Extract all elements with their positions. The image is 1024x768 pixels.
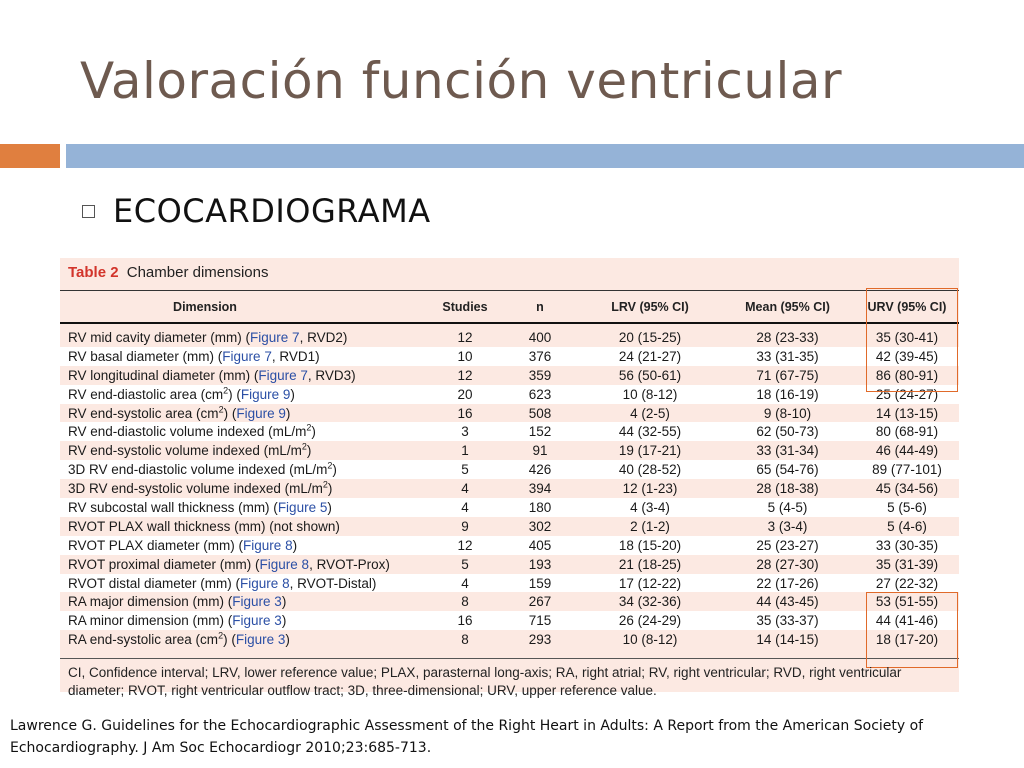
- highlight-box-rv: [866, 288, 958, 392]
- dimension-link: Figure 9: [236, 405, 286, 421]
- dimension-mid: ) (: [228, 386, 241, 402]
- dimension-tail: , RVD1): [271, 348, 320, 364]
- cell-n: 400: [528, 329, 552, 345]
- cell-lrv: 18 (15-20): [618, 537, 682, 553]
- cell-n: 293: [528, 632, 552, 648]
- dimension-tail: ): [285, 632, 290, 648]
- cell-dimension: [60, 443, 430, 458]
- cell-mean: 18 (16-19): [756, 386, 819, 402]
- table-row: [60, 441, 959, 460]
- cell-mean: 9 (8-10): [763, 405, 812, 421]
- dimension-mid: ) (: [223, 632, 236, 648]
- cell-n: 394: [528, 481, 552, 497]
- table-body: [60, 328, 959, 649]
- cell-dimension: [60, 368, 430, 383]
- table-row: [60, 347, 959, 366]
- cell-urv: 46 (44-49): [875, 443, 939, 459]
- table-header-rule: [60, 322, 959, 324]
- cell-studies: 5: [461, 556, 469, 572]
- cell-studies: 3: [461, 424, 469, 440]
- table-row: [60, 630, 959, 649]
- citation: [10, 715, 1010, 759]
- cell-mean: 14 (14-15): [756, 632, 819, 648]
- dimension-link: Figure 9: [240, 386, 291, 402]
- cell-n: 623: [528, 386, 552, 402]
- dimension-main: RV end-systolic area (cm: [68, 405, 219, 421]
- dimension-main: RV subcostal wall thickness (mm) (: [68, 499, 278, 515]
- table-header-row: [60, 291, 959, 322]
- dimension-tail: , RVD3): [307, 367, 356, 383]
- dimension-sup: 2: [327, 462, 333, 471]
- bullet-text: ECOCARDIOGRAMA: [113, 192, 431, 230]
- table-row: [60, 479, 959, 498]
- dimension-sup: 2: [218, 405, 224, 414]
- title-underline-bar: [66, 144, 1024, 168]
- cell-urv: 35 (30-41): [875, 329, 939, 345]
- table-row: [60, 498, 959, 517]
- dimension-main: RVOT distal diameter (mm) (: [68, 575, 241, 591]
- header-lrv: LRV (95% CI): [611, 299, 689, 314]
- dimension-main: RVOT PLAX wall thickness (mm) (not shown): [68, 518, 340, 534]
- dimension-sup: 2: [301, 443, 307, 452]
- cell-studies: 12: [457, 367, 473, 383]
- cell-studies: 10: [457, 348, 473, 364]
- table-row: [60, 460, 959, 479]
- table-row: [60, 328, 959, 347]
- cell-n: 359: [528, 367, 552, 383]
- dimension-tail: ): [306, 443, 312, 459]
- cell-studies: 1: [461, 443, 469, 459]
- header-studies: Studies: [442, 299, 488, 314]
- cell-mean: 33 (31-35): [756, 348, 819, 364]
- dimension-link: Figure 7: [258, 367, 308, 383]
- cell-urv: 35 (31-39): [875, 556, 939, 572]
- cell-studies: 8: [461, 632, 469, 648]
- cell-mean: 65 (54-76): [756, 462, 819, 478]
- table-row: [60, 536, 959, 555]
- cell-n: 91: [532, 443, 548, 459]
- cell-n: 267: [528, 594, 552, 610]
- cell-mean: 22 (17-26): [756, 575, 819, 591]
- cell-lrv: 26 (24-29): [618, 613, 682, 629]
- cell-n: 180: [528, 499, 552, 515]
- dimension-tail: ): [311, 424, 316, 440]
- cell-dimension: [60, 406, 430, 421]
- cell-lrv: 4 (2-5): [630, 405, 670, 421]
- cell-studies: 8: [461, 594, 469, 610]
- citation-line-2: Echocardiography. J Am Soc Echocardiogr 2010;23:685-713.: [10, 740, 432, 756]
- dimension-main: 3D RV end-systolic volume indexed (mL/m: [68, 481, 323, 497]
- cell-mean: 62 (50-73): [756, 424, 819, 440]
- cell-n: 715: [528, 613, 552, 629]
- cell-lrv: 34 (32-36): [618, 594, 682, 610]
- dimension-sup: 2: [306, 424, 312, 433]
- cell-dimension: [60, 500, 430, 515]
- dimension-tail: , RVOT-Prox): [309, 556, 390, 572]
- dimension-main: RA end-systolic area (cm: [68, 632, 219, 648]
- cell-urv: 14 (13-15): [875, 405, 939, 421]
- cell-n: 405: [528, 537, 552, 553]
- dimension-link: Figure 8: [259, 556, 310, 572]
- dimension-tail: ): [327, 499, 332, 515]
- cell-urv: 18 (17-20): [875, 632, 939, 648]
- cell-dimension: [60, 594, 430, 609]
- cell-mean: 25 (23-27): [756, 537, 819, 553]
- cell-dimension: [60, 538, 430, 553]
- bullet-item: [82, 192, 431, 230]
- cell-mean: 3 (3-4): [767, 518, 808, 534]
- dimension-sup: 2: [322, 481, 328, 490]
- cell-studies: 5: [461, 462, 469, 478]
- dimension-tail: , RVOT-Distal): [289, 575, 377, 591]
- table-caption: [68, 264, 268, 281]
- header-urv: URV (95% CI): [867, 299, 947, 314]
- dimension-tail: ): [281, 594, 287, 610]
- cell-n: 159: [528, 575, 552, 591]
- table-row: [60, 517, 959, 536]
- dimension-sup: 2: [223, 386, 229, 396]
- table-row: [60, 404, 959, 423]
- dimension-link: Figure 7: [222, 348, 272, 364]
- dimension-link: Figure 3: [235, 632, 286, 648]
- cell-dimension: [60, 632, 430, 647]
- table-row: [60, 555, 959, 574]
- table-bottom-rule: [60, 658, 959, 659]
- dimension-link: Figure 5: [277, 499, 328, 515]
- cell-urv: 86 (80-91): [875, 367, 939, 383]
- table-row: [60, 574, 959, 593]
- dimension-tail: ): [281, 613, 287, 629]
- cell-n: 376: [528, 348, 552, 364]
- table-caption-text: Chamber dimensions: [126, 264, 269, 281]
- cell-urv: 45 (34-56): [875, 481, 939, 497]
- cell-studies: 20: [457, 386, 473, 402]
- cell-lrv: 12 (1-23): [622, 481, 678, 497]
- dimension-main: RV basal diameter (mm) (: [68, 348, 223, 364]
- header-dimension: Dimension: [173, 299, 237, 314]
- dimension-tail: , RVD2): [299, 329, 348, 345]
- cell-mean: 33 (31-34): [756, 443, 819, 459]
- cell-n: 508: [528, 405, 552, 421]
- table-row: [60, 592, 959, 611]
- dimension-link: Figure 3: [232, 594, 282, 610]
- cell-mean: 28 (27-30): [756, 556, 819, 572]
- cell-lrv: 21 (18-25): [618, 556, 682, 572]
- chamber-dimensions-table: [60, 258, 959, 698]
- dimension-main: RV end-diastolic area (cm: [68, 386, 224, 402]
- cell-n: 152: [528, 424, 552, 440]
- cell-n: 302: [528, 518, 552, 534]
- cell-mean: 28 (18-38): [756, 481, 819, 497]
- cell-dimension: [60, 557, 430, 572]
- dimension-main: 3D RV end-diastolic volume indexed (mL/m: [68, 462, 328, 478]
- dimension-main: RV end-diastolic volume indexed (mL/m: [68, 424, 307, 440]
- cell-urv: 53 (51-55): [875, 594, 939, 610]
- slide-title: Valoración función ventricular: [80, 52, 843, 110]
- table-label: Table 2: [68, 264, 119, 281]
- cell-lrv: 2 (1-2): [630, 518, 670, 534]
- cell-urv: 5 (4-6): [887, 518, 927, 534]
- cell-dimension: [60, 387, 430, 402]
- cell-lrv: 24 (21-27): [618, 348, 682, 364]
- highlight-box-ra: [866, 592, 958, 668]
- dimension-main: RA minor dimension (mm) (: [68, 613, 233, 629]
- table-footnote: CI, Confidence interval; LRV, lower reference value; PLAX, parasternal long-axis; RA, right atrial; RV, right ventricular; RVD, right ventricular diameter; RVOT, right ventricular outflow tract; 3D, three-dimensional; URV, upper reference value.: [68, 665, 902, 698]
- table-row: [60, 611, 959, 630]
- cell-studies: 16: [457, 405, 473, 421]
- dimension-main: RA major dimension (mm) (: [68, 594, 233, 610]
- cell-studies: 12: [457, 329, 473, 345]
- dimension-mid: ) (: [223, 405, 237, 421]
- cell-lrv: 19 (17-21): [618, 443, 682, 459]
- cell-urv: 44 (41-46): [875, 613, 939, 629]
- header-mean: Mean (95% CI): [745, 299, 830, 314]
- dimension-main: RV longitudinal diameter (mm) (: [68, 367, 259, 383]
- cell-lrv: 10 (8-12): [622, 632, 678, 648]
- cell-n: 193: [528, 556, 552, 572]
- cell-dimension: [60, 576, 430, 591]
- cell-studies: 9: [461, 518, 469, 534]
- cell-urv: 42 (39-45): [875, 348, 939, 364]
- cell-studies: 4: [461, 481, 469, 497]
- dimension-link: Figure 8: [240, 575, 290, 591]
- cell-dimension: [60, 481, 430, 496]
- cell-mean: 71 (67-75): [756, 367, 819, 383]
- cell-lrv: 40 (28-52): [618, 462, 682, 478]
- cell-mean: 35 (33-37): [756, 613, 819, 629]
- header-n: n: [536, 299, 544, 314]
- table-row: [60, 385, 959, 404]
- cell-lrv: 44 (32-55): [618, 424, 682, 440]
- dimension-main: RV mid cavity diameter (mm) (: [68, 329, 251, 345]
- dimension-tail: ): [285, 405, 291, 421]
- dimension-sup: 2: [218, 632, 224, 641]
- cell-mean: 5 (4-5): [767, 499, 808, 515]
- cell-studies: 4: [461, 575, 469, 591]
- cell-lrv: 56 (50-61): [618, 367, 682, 383]
- cell-mean: 44 (43-45): [756, 594, 819, 610]
- cell-lrv: 17 (12-22): [618, 575, 682, 591]
- dimension-main: RVOT proximal diameter (mm) (: [68, 556, 260, 572]
- citation-line-1: Lawrence G. Guidelines for the Echocardiographic Assessment of the Right Heart in Adults: A Report from the American Society of: [10, 718, 924, 734]
- cell-lrv: 4 (3-4): [630, 499, 670, 515]
- dimension-main: RV end-systolic volume indexed (mL/m: [68, 443, 302, 459]
- dimension-tail: ): [327, 481, 333, 497]
- cell-dimension: [60, 424, 430, 439]
- cell-mean: 28 (23-33): [756, 329, 819, 345]
- cell-dimension: [60, 462, 430, 477]
- cell-urv: 5 (5-6): [887, 499, 927, 515]
- dimension-link: Figure 3: [232, 613, 282, 629]
- table-row: [60, 366, 959, 385]
- dimension-tail: ): [290, 386, 295, 402]
- accent-bar: [0, 144, 60, 168]
- cell-urv: 25 (24-27): [875, 386, 939, 402]
- dimension-link: Figure 8: [243, 537, 293, 553]
- dimension-tail: ): [292, 537, 298, 553]
- cell-lrv: 20 (15-25): [618, 329, 682, 345]
- dimension-tail: ): [332, 462, 337, 478]
- cell-n: 426: [528, 462, 552, 478]
- cell-studies: 12: [457, 537, 473, 553]
- square-bullet-icon: [82, 205, 95, 218]
- cell-studies: 16: [457, 613, 473, 629]
- cell-dimension: [60, 613, 430, 628]
- cell-dimension: [60, 349, 430, 364]
- cell-urv: 33 (30-35): [875, 537, 939, 553]
- cell-dimension: [60, 519, 430, 534]
- cell-dimension: [60, 330, 430, 345]
- cell-urv: 89 (77-101): [872, 462, 942, 478]
- cell-urv: 80 (68-91): [875, 424, 939, 440]
- dimension-main: RVOT PLAX diameter (mm) (: [68, 537, 244, 553]
- dimension-link: Figure 7: [250, 329, 300, 345]
- cell-lrv: 10 (8-12): [622, 386, 678, 402]
- table-row: [60, 422, 959, 441]
- cell-urv: 27 (22-32): [875, 575, 939, 591]
- cell-studies: 4: [461, 499, 469, 515]
